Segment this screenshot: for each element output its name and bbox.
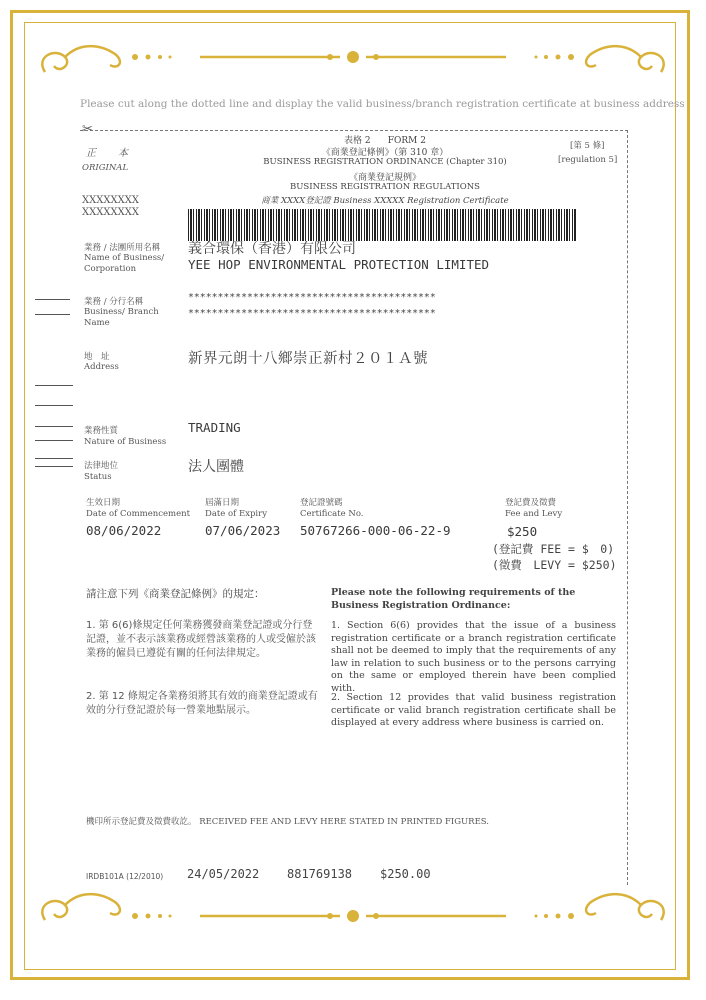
form-code: IRDB101A (12/2010) (86, 872, 164, 881)
commence-label-en: Date of Commencement (86, 509, 191, 519)
fee-label-en: Fee and Levy (505, 509, 563, 519)
margin-mark (35, 405, 73, 406)
margin-mark (35, 385, 73, 386)
notes-heading-cn: 請注意下列《商業登記條例》的規定： (86, 588, 265, 600)
address-value: 新界元朗十八鄉崇正新村２０１Ａ號 (188, 351, 428, 367)
form-number-en: FORM 2 (387, 136, 426, 146)
margin-mark (35, 299, 70, 300)
scissors-icon: ✂ (82, 122, 93, 137)
ornament-top-icon (30, 32, 676, 88)
fee-line: (登記費 FEE = $ 0) (492, 542, 615, 556)
ordinance-en: BUSINESS REGISTRATION ORDINANCE (Chapter 310) (263, 157, 507, 167)
certificate-title: 商業 XXXX登記證 Business XXXXX Registration Certificate (261, 196, 509, 206)
status-label-cn: 法律地位 (84, 461, 119, 471)
nature-value: TRADING (188, 420, 241, 435)
expiry-label-en: Date of Expiry (205, 509, 268, 519)
note-en-1: 1. Section 6(6) provides that the issue of a business registration certificate or a branch registration certificate shall not be deemed to imply that the requirements of any law in relation to such business or to the persons carrying on the same or employed therein have been complied with. (331, 620, 616, 694)
regulation-ref-en: [regulation 5] (558, 155, 618, 165)
address-label-en: Address (84, 362, 119, 372)
business-name-en: YEE HOP ENVIRONMENTAL PROTECTION LIMITED (188, 257, 490, 272)
cert-label-cn: 登記證號碼 (300, 498, 343, 508)
levy-line: (徵費 LEVY = $250) (492, 558, 617, 572)
fee-label-cn: 登記費及徵費 (505, 498, 557, 508)
regulations-en: BUSINESS REGISTRATION REGULATIONS (289, 182, 481, 192)
note-cn-1: 1. 第 6(6)條規定任何業務獲發商業登記證或分行登記證，並不表示該業務或經營該業務的人或受僱於該業務的僱員已遵從有關的任何法律規定。 (86, 620, 316, 659)
commence-value: 08/06/2022 (86, 523, 162, 538)
status-label-en: Status (84, 472, 112, 482)
original-label-en: ORIGINAL (82, 163, 129, 173)
expiry-value: 07/06/2023 (205, 523, 281, 538)
barcode (188, 209, 576, 241)
margin-mark (35, 466, 73, 467)
margin-mark (35, 458, 73, 459)
regulation-ref-cn: [第 5 條] (570, 141, 605, 151)
commence-label-cn: 生效日期 (86, 498, 121, 508)
margin-mark (35, 426, 73, 427)
name-label-cn: 業務 / 法團所用名稱 (84, 243, 161, 253)
margin-mark (35, 314, 70, 315)
fee-total: $250 (507, 524, 538, 539)
certificate-number: 50767266-000-06-22-9 (300, 523, 451, 538)
cut-instruction: Please cut along the dotted line and display the valid business/branch registration certificate at business address (80, 98, 685, 110)
note-cn-2: 2. 第 12 條規定各業務須將其有效的商業登記證或有效的分行登記證於每一營業地點展示。 (86, 691, 318, 716)
received-fee-statement: 機印所示登記費及徵費收訖。 RECEIVED FEE AND LEVY HERE STATED IN PRINTED FIGURES. (86, 817, 489, 827)
business-name-cn: 義合環保（香港）有限公司 (188, 241, 356, 257)
receipt-date: 24/05/2022 (187, 867, 260, 881)
ornament-bottom-icon (30, 890, 676, 946)
masked-text-1: XXXXXXXX (82, 195, 139, 206)
notes-heading-en: Please note the following requirements of the Business Registration Ordinance: (331, 587, 576, 611)
regulations-cn: 《商業登記規例》 (348, 173, 421, 183)
branch-name-line-2: ****************************************** (188, 308, 436, 319)
address-label-cn: 地 址 (84, 352, 110, 362)
status-value: 法人團體 (188, 459, 244, 475)
cert-label-en: Certificate No. (300, 509, 364, 519)
note-en-2: 2. Section 12 provides that valid business registration certificate or valid branch registration certificate shall be displayed at every address where business is carried on. (331, 692, 616, 728)
receipt-number: 881769138 (287, 867, 353, 881)
branch-name-line-1: ****************************************** (188, 292, 436, 303)
form-number-cn: 表格 2 (344, 136, 371, 146)
receipt-amount: $250.00 (380, 867, 431, 881)
nature-label-cn: 業務性質 (84, 426, 119, 436)
branch-label-en: Business/ Branch Name (84, 307, 159, 328)
masked-text-2: XXXXXXXX (82, 207, 139, 218)
nature-label-en: Nature of Business (84, 437, 167, 447)
margin-mark (35, 440, 73, 441)
name-label-en: Name of Business/ Corporation (84, 253, 165, 274)
original-label-cn: 正 本 (86, 148, 134, 159)
ordinance-cn: 《商業登記條例》（第 310 章） (321, 148, 449, 158)
branch-label-cn: 業務 / 分行名稱 (84, 297, 144, 307)
expiry-label-cn: 屆滿日期 (205, 498, 240, 508)
